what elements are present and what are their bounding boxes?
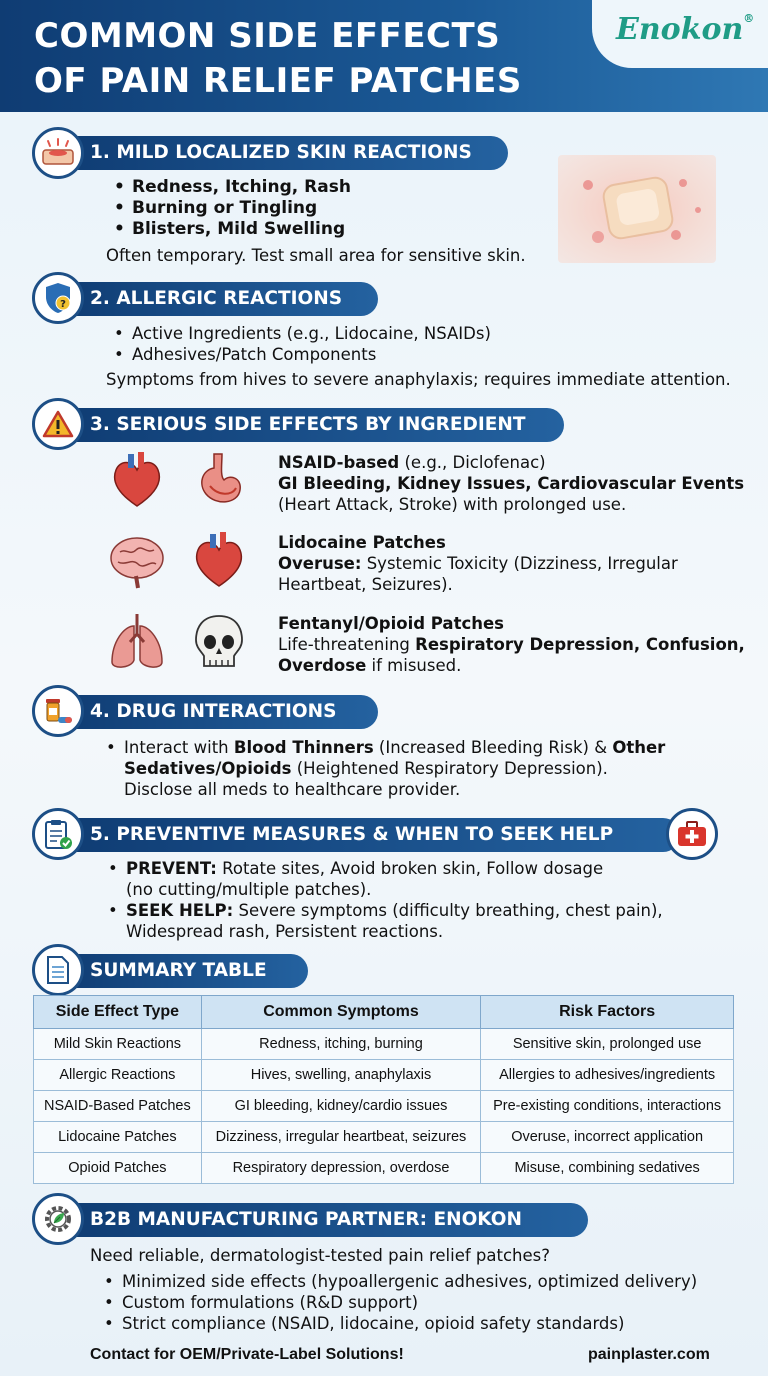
warning-icon [32,398,84,450]
table-row [34,1060,734,1091]
table-cell: Allergies to adhesives/ingredients [481,1060,734,1091]
lungs-icon [106,612,168,674]
section4-heading: 4. DRUG INTERACTIONS [60,695,378,729]
list-item: • SEEK HELP: Severe symptoms (difficulty breathing, chest pain), Widespread rash, Persistent reactions. [108,900,663,942]
list-item: • Minimized side effects (hypoallergenic adhesives, optimized delivery) [104,1271,697,1292]
column-header: Side Effect Type [34,996,202,1029]
section1-note: Often temporary. Test small area for sensitive skin. [106,246,526,265]
section2-bullets [114,323,491,365]
shield-icon [32,272,84,324]
b2b-bullets [104,1271,697,1334]
list-item: • Redness, Itching, Rash [114,177,351,198]
table-cell: Allergic Reactions [34,1060,202,1091]
column-header: Common Symptoms [201,996,481,1029]
section2-note: Symptoms from hives to severe anaphylaxis; requires immediate attention. [106,370,731,389]
table-cell: Dizziness, irregular heartbeat, seizures [201,1122,481,1153]
brain-icon [106,530,168,592]
section2-heading: 2. ALLERGIC REACTIONS [60,282,378,316]
svg-text:?: ? [60,299,66,310]
table-cell: Redness, itching, burning [201,1029,481,1060]
summary-table [33,995,734,1184]
table-cell: Respiratory depression, overdose [201,1153,481,1184]
table-header-row [34,996,734,1029]
table-cell: NSAID-Based Patches [34,1091,202,1122]
list-item: • Custom formulations (R&D support) [104,1292,697,1313]
list-item: • Interact with Blood Thinners (Increased Bleeding Risk) & Other Sedatives/Opioids (Heightened Respiratory Depression). Disclose all meds to healthcare provider. [106,737,665,800]
summary-heading: SUMMARY TABLE [60,954,308,988]
stomach-icon [188,450,250,512]
section1-heading: 1. MILD LOCALIZED SKIN REACTIONS [60,136,508,170]
column-header: Risk Factors [481,996,734,1029]
medication-icon [32,685,84,737]
clipboard-check-icon [32,808,84,860]
document-icon [32,944,84,996]
table-cell: Misuse, combining sedatives [481,1153,734,1184]
heart-icon [106,450,168,512]
section1-bullets [114,177,351,240]
list-item: • PREVENT: Rotate sites, Avoid broken skin, Follow dosage (no cutting/multiple patches). [108,858,663,900]
page-title: COMMON SIDE EFFECTS OF PAIN RELIEF PATCHES [34,16,522,101]
header-banner [0,0,768,112]
list-item: • Active Ingredients (e.g., Lidocaine, NSAIDs) [114,323,491,344]
list-item: • Adhesives/Patch Components [114,344,491,365]
section5-heading: 5. PREVENTIVE MEASURES & WHEN TO SEEK HELP [60,818,680,852]
table-cell: GI bleeding, kidney/cardio issues [201,1091,481,1122]
table-cell: Mild Skin Reactions [34,1029,202,1060]
first-aid-icon [666,808,718,860]
section3-heading: 3. SERIOUS SIDE EFFECTS BY INGREDIENT [60,408,564,442]
opioid-block: Fentanyl/Opioid Patches Life-threatening Respiratory Depression, Confusion, Overdose if misused. [278,614,745,675]
table-cell: Opioid Patches [34,1153,202,1184]
table-cell: Overuse, incorrect application [481,1122,734,1153]
skin-irritation-icon [32,127,84,179]
website-link[interactable]: painplaster.com [588,1346,710,1363]
table-row [34,1091,734,1122]
b2b-heading: B2B MANUFACTURING PARTNER: ENOKON [60,1203,588,1237]
b2b-intro: Need reliable, dermatologist-tested pain relief patches? [90,1246,551,1265]
list-item: • Burning or Tingling [114,198,351,219]
table-row [34,1122,734,1153]
skull-icon [188,612,250,674]
heart-icon [188,530,250,592]
table-cell: Pre-existing conditions, interactions [481,1091,734,1122]
list-item: • Blisters, Mild Swelling [114,219,351,240]
lidocaine-block: Lidocaine Patches Overuse: Systemic Toxicity (Dizziness, Irregular Heartbeat, Seizures). [278,533,678,594]
contact-cta: Contact for OEM/Private-Label Solutions! [90,1346,404,1363]
table-cell: Lidocaine Patches [34,1122,202,1153]
skin-patch-image [558,155,716,263]
brand-logo: Enokon® [616,12,755,47]
table-row [34,1153,734,1184]
nsaid-block: NSAID-based (e.g., Diclofenac) GI Bleeding, Kidney Issues, Cardiovascular Events (Heart Attack, Stroke) with prolonged use. [278,453,745,514]
table-cell: Hives, swelling, anaphylaxis [201,1060,481,1091]
section5-bullets [108,858,663,942]
list-item: • Strict compliance (NSAID, lidocaine, opioid safety standards) [104,1313,697,1334]
section4-text [106,737,665,800]
gear-leaf-icon [32,1193,84,1245]
table-row [34,1029,734,1060]
table-cell: Sensitive skin, prolonged use [481,1029,734,1060]
